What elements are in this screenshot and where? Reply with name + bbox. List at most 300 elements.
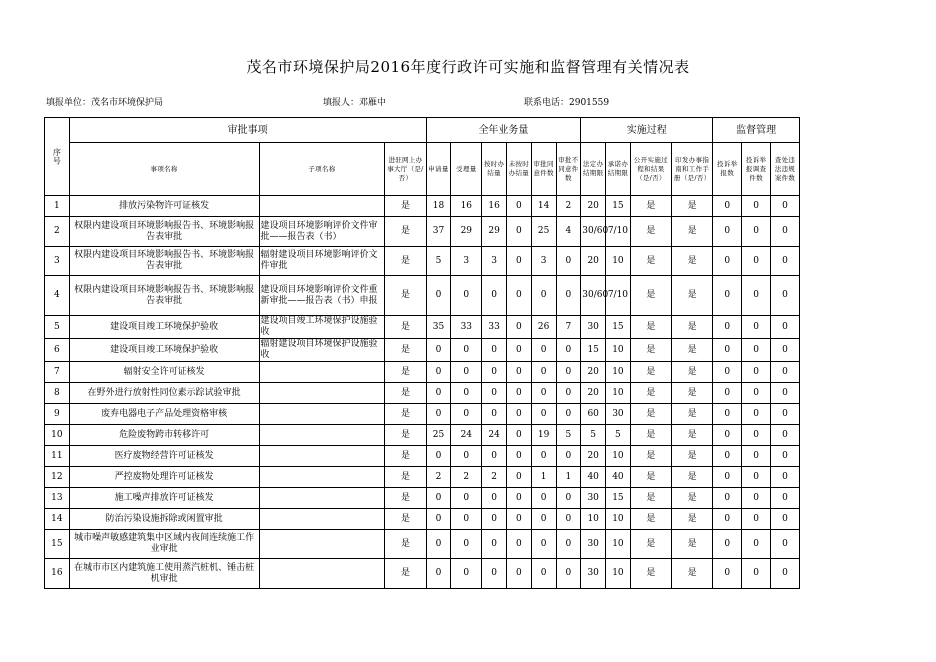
cell-legal-limit: 30/60 xyxy=(581,276,606,316)
cell-guide: 是 xyxy=(672,383,713,404)
cell-rejected: 1 xyxy=(556,467,581,488)
cell-promise-limit: 40 xyxy=(606,467,631,488)
cell-overdue: 0 xyxy=(507,217,532,247)
cell-investigated: 0 xyxy=(742,530,771,559)
cell-rejected: 0 xyxy=(556,362,581,383)
cell-guide: 是 xyxy=(672,530,713,559)
cell-promise-limit: 15 xyxy=(606,488,631,509)
cell-item-name: 严控废物处理许可证核发 xyxy=(69,467,259,488)
cell-hall: 是 xyxy=(385,276,426,316)
cell-legal-limit: 40 xyxy=(581,467,606,488)
cell-item-name: 废弃电器电子产品处理资格审核 xyxy=(69,404,259,425)
cell-overdue: 0 xyxy=(507,425,532,446)
cell-illegal: 0 xyxy=(771,276,800,316)
cell-promise-limit: 5 xyxy=(606,425,631,446)
cell-ontime: 2 xyxy=(482,467,507,488)
cell-item-name: 建设项目竣工环境保护验收 xyxy=(69,316,259,339)
cell-guide: 是 xyxy=(672,217,713,247)
cell-promise-limit: 10 xyxy=(606,446,631,467)
cell-accept: 0 xyxy=(451,276,482,316)
cell-sub-item xyxy=(259,196,385,217)
cell-sub-item xyxy=(259,383,385,404)
cell-public: 是 xyxy=(630,247,671,276)
cell-illegal: 0 xyxy=(771,247,800,276)
cell-rejected: 5 xyxy=(556,425,581,446)
cell-hall: 是 xyxy=(385,559,426,589)
cell-overdue: 0 xyxy=(507,488,532,509)
cell-rejected: 2 xyxy=(556,196,581,217)
cell-promise-limit: 10 xyxy=(606,559,631,589)
cell-hall: 是 xyxy=(385,383,426,404)
cell-sub-item xyxy=(259,362,385,383)
cell-hall: 是 xyxy=(385,196,426,217)
cell-illegal: 0 xyxy=(771,509,800,530)
cell-seq: 6 xyxy=(45,339,70,362)
table-row xyxy=(45,383,800,404)
cell-apply: 37 xyxy=(426,217,451,247)
cell-apply: 0 xyxy=(426,509,451,530)
cell-apply: 0 xyxy=(426,276,451,316)
cell-promise-limit: 10 xyxy=(606,362,631,383)
cell-seq: 3 xyxy=(45,247,70,276)
table-row xyxy=(45,196,800,217)
cell-promise-limit: 10 xyxy=(606,530,631,559)
cell-seq: 1 xyxy=(45,196,70,217)
cell-sub-item xyxy=(259,488,385,509)
cell-investigated: 0 xyxy=(742,217,771,247)
table-row xyxy=(45,530,800,559)
cell-rejected: 0 xyxy=(556,404,581,425)
cell-ontime: 16 xyxy=(482,196,507,217)
cell-complaints: 0 xyxy=(713,446,742,467)
cell-approved: 0 xyxy=(531,559,556,589)
cell-hall: 是 xyxy=(385,509,426,530)
cell-legal-limit: 20 xyxy=(581,446,606,467)
table-row xyxy=(45,339,800,362)
cell-investigated: 0 xyxy=(742,362,771,383)
cell-item-name: 排放污染物许可证核发 xyxy=(69,196,259,217)
cell-sub-item: 辐射建设项目环境保护设施验收 xyxy=(259,339,385,362)
cell-accept: 0 xyxy=(451,362,482,383)
header-apply: 申请量 xyxy=(426,143,451,196)
cell-item-name: 城市噪声敏感建筑集中区域内夜间连续施工作业审批 xyxy=(69,530,259,559)
cell-legal-limit: 10 xyxy=(581,509,606,530)
cell-sub-item xyxy=(259,559,385,589)
cell-complaints: 0 xyxy=(713,217,742,247)
header-hall: 进驻网上办事大厅（是/否） xyxy=(385,143,426,196)
header-item-name: 事项名称 xyxy=(69,143,259,196)
cell-hall: 是 xyxy=(385,362,426,383)
cell-hall: 是 xyxy=(385,316,426,339)
cell-item-name: 危险废物跨市转移许可 xyxy=(69,425,259,446)
cell-complaints: 0 xyxy=(713,196,742,217)
header-complaints: 投诉举报数 xyxy=(713,143,742,196)
cell-overdue: 0 xyxy=(507,362,532,383)
cell-approved: 14 xyxy=(531,196,556,217)
cell-illegal: 0 xyxy=(771,530,800,559)
cell-complaints: 0 xyxy=(713,488,742,509)
cell-investigated: 0 xyxy=(742,316,771,339)
cell-ontime: 24 xyxy=(482,425,507,446)
cell-complaints: 0 xyxy=(713,425,742,446)
cell-rejected: 0 xyxy=(556,276,581,316)
cell-ontime: 33 xyxy=(482,316,507,339)
cell-illegal: 0 xyxy=(771,446,800,467)
cell-overdue: 0 xyxy=(507,509,532,530)
cell-investigated: 0 xyxy=(742,488,771,509)
cell-approved: 0 xyxy=(531,362,556,383)
cell-overdue: 0 xyxy=(507,467,532,488)
table-row xyxy=(45,446,800,467)
header-approval: 审批事项 xyxy=(69,118,426,143)
cell-legal-limit: 20 xyxy=(581,247,606,276)
header-investigated: 投诉举报调查件数 xyxy=(742,143,771,196)
cell-seq: 13 xyxy=(45,488,70,509)
cell-public: 是 xyxy=(630,217,671,247)
table-row xyxy=(45,509,800,530)
cell-seq: 15 xyxy=(45,530,70,559)
cell-promise-limit: 7/10 xyxy=(606,217,631,247)
header-illegal: 查处违法违规案件数 xyxy=(771,143,800,196)
cell-ontime: 0 xyxy=(482,530,507,559)
cell-approved: 0 xyxy=(531,383,556,404)
cell-public: 是 xyxy=(630,559,671,589)
table-row xyxy=(45,276,800,316)
cell-accept: 2 xyxy=(451,467,482,488)
cell-overdue: 0 xyxy=(507,559,532,589)
cell-item-name: 权限内建设项目环境影响报告书、环境影响报告表审批 xyxy=(69,217,259,247)
cell-complaints: 0 xyxy=(713,276,742,316)
cell-public: 是 xyxy=(630,316,671,339)
cell-complaints: 0 xyxy=(713,316,742,339)
cell-guide: 是 xyxy=(672,425,713,446)
cell-apply: 25 xyxy=(426,425,451,446)
cell-rejected: 0 xyxy=(556,530,581,559)
cell-illegal: 0 xyxy=(771,559,800,589)
cell-approved: 0 xyxy=(531,339,556,362)
cell-ontime: 29 xyxy=(482,217,507,247)
cell-legal-limit: 20 xyxy=(581,383,606,404)
cell-public: 是 xyxy=(630,488,671,509)
cell-hall: 是 xyxy=(385,404,426,425)
cell-sub-item: 建设项目竣工环境保护设施验收 xyxy=(259,316,385,339)
cell-investigated: 0 xyxy=(742,276,771,316)
cell-item-name: 辐射安全许可证核发 xyxy=(69,362,259,383)
cell-item-name: 医疗废物经营许可证核发 xyxy=(69,446,259,467)
page-title: 茂名市环境保护局2016年度行政许可实施和监督管理有关情况表 xyxy=(246,58,690,76)
cell-accept: 0 xyxy=(451,383,482,404)
cell-complaints: 0 xyxy=(713,383,742,404)
cell-public: 是 xyxy=(630,467,671,488)
cell-complaints: 0 xyxy=(713,247,742,276)
cell-guide: 是 xyxy=(672,316,713,339)
cell-overdue: 0 xyxy=(507,339,532,362)
cell-sub-item xyxy=(259,446,385,467)
cell-item-name: 施工噪声排放许可证核发 xyxy=(69,488,259,509)
cell-approved: 19 xyxy=(531,425,556,446)
table-row xyxy=(45,404,800,425)
cell-complaints: 0 xyxy=(713,404,742,425)
cell-promise-limit: 30 xyxy=(606,404,631,425)
cell-accept: 0 xyxy=(451,404,482,425)
header-overdue: 未按时办结量 xyxy=(507,143,532,196)
cell-apply: 0 xyxy=(426,446,451,467)
header-workload: 全年业务量 xyxy=(426,118,581,143)
cell-public: 是 xyxy=(630,276,671,316)
header-rejected: 审批不同意件数 xyxy=(556,143,581,196)
cell-promise-limit: 10 xyxy=(606,247,631,276)
cell-sub-item xyxy=(259,509,385,530)
cell-legal-limit: 30/60 xyxy=(581,217,606,247)
cell-legal-limit: 20 xyxy=(581,362,606,383)
cell-seq: 8 xyxy=(45,383,70,404)
cell-guide: 是 xyxy=(672,446,713,467)
cell-promise-limit: 10 xyxy=(606,383,631,404)
cell-hall: 是 xyxy=(385,247,426,276)
cell-seq: 2 xyxy=(45,217,70,247)
cell-seq: 10 xyxy=(45,425,70,446)
cell-public: 是 xyxy=(630,530,671,559)
table-row xyxy=(45,316,800,339)
cell-ontime: 0 xyxy=(482,446,507,467)
cell-seq: 16 xyxy=(45,559,70,589)
cell-promise-limit: 10 xyxy=(606,509,631,530)
cell-complaints: 0 xyxy=(713,362,742,383)
cell-illegal: 0 xyxy=(771,488,800,509)
table-row xyxy=(45,467,800,488)
cell-ontime: 0 xyxy=(482,276,507,316)
cell-sub-item xyxy=(259,530,385,559)
cell-investigated: 0 xyxy=(742,559,771,589)
cell-illegal: 0 xyxy=(771,316,800,339)
cell-item-name: 权限内建设项目环境影响报告书、环境影响报告表审批 xyxy=(69,247,259,276)
cell-item-name: 权限内建设项目环境影响报告书、环境影响报告表审批 xyxy=(69,276,259,316)
cell-overdue: 0 xyxy=(507,247,532,276)
cell-rejected: 0 xyxy=(556,509,581,530)
cell-promise-limit: 10 xyxy=(606,339,631,362)
cell-seq: 11 xyxy=(45,446,70,467)
cell-approved: 0 xyxy=(531,404,556,425)
cell-rejected: 4 xyxy=(556,217,581,247)
cell-apply: 5 xyxy=(426,247,451,276)
cell-legal-limit: 30 xyxy=(581,316,606,339)
cell-legal-limit: 15 xyxy=(581,339,606,362)
header-supervision: 监督管理 xyxy=(713,118,800,143)
cell-rejected: 0 xyxy=(556,446,581,467)
cell-accept: 29 xyxy=(451,217,482,247)
cell-item-name: 在城市市区内建筑施工使用蒸汽桩机、锤击桩机审批 xyxy=(69,559,259,589)
cell-promise-limit: 15 xyxy=(606,196,631,217)
header-guide: 印发办事指南和工作手册（是/否） xyxy=(672,143,713,196)
cell-illegal: 0 xyxy=(771,339,800,362)
cell-seq: 12 xyxy=(45,467,70,488)
cell-sub-item: 建设项目环境影响评价文件审批——报告表（书） xyxy=(259,217,385,247)
cell-seq: 9 xyxy=(45,404,70,425)
cell-illegal: 0 xyxy=(771,196,800,217)
cell-legal-limit: 20 xyxy=(581,196,606,217)
cell-approved: 3 xyxy=(531,247,556,276)
cell-guide: 是 xyxy=(672,362,713,383)
cell-ontime: 0 xyxy=(482,404,507,425)
cell-apply: 0 xyxy=(426,530,451,559)
cell-accept: 0 xyxy=(451,509,482,530)
cell-overdue: 0 xyxy=(507,404,532,425)
cell-rejected: 0 xyxy=(556,247,581,276)
cell-rejected: 0 xyxy=(556,488,581,509)
header-approved: 审批同意件数 xyxy=(531,143,556,196)
cell-accept: 0 xyxy=(451,446,482,467)
cell-illegal: 0 xyxy=(771,425,800,446)
table-row xyxy=(45,488,800,509)
cell-ontime: 0 xyxy=(482,509,507,530)
header-legal-limit: 法定办结期限 xyxy=(581,143,606,196)
cell-apply: 0 xyxy=(426,404,451,425)
table-row xyxy=(45,559,800,589)
cell-guide: 是 xyxy=(672,339,713,362)
cell-accept: 24 xyxy=(451,425,482,446)
cell-accept: 33 xyxy=(451,316,482,339)
cell-hall: 是 xyxy=(385,530,426,559)
cell-sub-item: 建设项目环境影响评价文件重新审批——报告表（书）申报 xyxy=(259,276,385,316)
cell-accept: 0 xyxy=(451,488,482,509)
fill-unit: 填报单位：茂名市环境保护局 xyxy=(46,98,164,108)
table-row xyxy=(45,425,800,446)
cell-promise-limit: 7/10 xyxy=(606,276,631,316)
cell-approved: 0 xyxy=(531,530,556,559)
cell-public: 是 xyxy=(630,339,671,362)
cell-seq: 4 xyxy=(45,276,70,316)
cell-ontime: 0 xyxy=(482,559,507,589)
cell-apply: 35 xyxy=(426,316,451,339)
cell-item-name: 在野外进行放射性同位素示踪试验审批 xyxy=(69,383,259,404)
cell-approved: 1 xyxy=(531,467,556,488)
header-accept: 受理量 xyxy=(451,143,482,196)
cell-complaints: 0 xyxy=(713,339,742,362)
cell-hall: 是 xyxy=(385,467,426,488)
cell-accept: 3 xyxy=(451,247,482,276)
cell-public: 是 xyxy=(630,196,671,217)
cell-investigated: 0 xyxy=(742,467,771,488)
cell-rejected: 7 xyxy=(556,316,581,339)
cell-complaints: 0 xyxy=(713,559,742,589)
cell-guide: 是 xyxy=(672,276,713,316)
cell-sub-item: 辐射建设项目环境影响评价文件审批 xyxy=(259,247,385,276)
cell-guide: 是 xyxy=(672,559,713,589)
cell-hall: 是 xyxy=(385,217,426,247)
cell-seq: 5 xyxy=(45,316,70,339)
cell-legal-limit: 30 xyxy=(581,559,606,589)
cell-public: 是 xyxy=(630,404,671,425)
cell-guide: 是 xyxy=(672,509,713,530)
cell-promise-limit: 15 xyxy=(606,316,631,339)
cell-investigated: 0 xyxy=(742,196,771,217)
cell-legal-limit: 30 xyxy=(581,488,606,509)
cell-seq: 14 xyxy=(45,509,70,530)
header-public: 公开实施过程和结果（是/否） xyxy=(630,143,671,196)
cell-accept: 0 xyxy=(451,559,482,589)
cell-public: 是 xyxy=(630,509,671,530)
cell-apply: 0 xyxy=(426,362,451,383)
cell-complaints: 0 xyxy=(713,467,742,488)
cell-rejected: 0 xyxy=(556,339,581,362)
cell-apply: 0 xyxy=(426,383,451,404)
cell-apply: 2 xyxy=(426,467,451,488)
cell-overdue: 0 xyxy=(507,383,532,404)
cell-guide: 是 xyxy=(672,196,713,217)
cell-investigated: 0 xyxy=(742,247,771,276)
cell-legal-limit: 60 xyxy=(581,404,606,425)
table-row xyxy=(45,217,800,247)
cell-legal-limit: 5 xyxy=(581,425,606,446)
cell-apply: 0 xyxy=(426,559,451,589)
header-seq: 序号 xyxy=(45,118,70,196)
cell-public: 是 xyxy=(630,362,671,383)
cell-overdue: 0 xyxy=(507,446,532,467)
cell-investigated: 0 xyxy=(742,446,771,467)
cell-ontime: 0 xyxy=(482,488,507,509)
cell-approved: 26 xyxy=(531,316,556,339)
cell-hall: 是 xyxy=(385,446,426,467)
cell-ontime: 0 xyxy=(482,339,507,362)
cell-investigated: 0 xyxy=(742,509,771,530)
cell-ontime: 0 xyxy=(482,362,507,383)
cell-public: 是 xyxy=(630,425,671,446)
cell-item-name: 建设项目竣工环境保护验收 xyxy=(69,339,259,362)
cell-apply: 0 xyxy=(426,339,451,362)
cell-overdue: 0 xyxy=(507,276,532,316)
cell-guide: 是 xyxy=(672,488,713,509)
cell-illegal: 0 xyxy=(771,362,800,383)
cell-illegal: 0 xyxy=(771,404,800,425)
cell-overdue: 0 xyxy=(507,530,532,559)
cell-approved: 25 xyxy=(531,217,556,247)
header-ontime: 按时办结量 xyxy=(482,143,507,196)
cell-rejected: 0 xyxy=(556,559,581,589)
cell-item-name: 防治污染设施拆除或闲置审批 xyxy=(69,509,259,530)
cell-approved: 0 xyxy=(531,509,556,530)
cell-public: 是 xyxy=(630,383,671,404)
cell-accept: 0 xyxy=(451,530,482,559)
cell-guide: 是 xyxy=(672,247,713,276)
cell-investigated: 0 xyxy=(742,383,771,404)
cell-apply: 18 xyxy=(426,196,451,217)
cell-approved: 0 xyxy=(531,488,556,509)
cell-illegal: 0 xyxy=(771,467,800,488)
cell-accept: 0 xyxy=(451,339,482,362)
cell-rejected: 0 xyxy=(556,383,581,404)
cell-sub-item xyxy=(259,425,385,446)
cell-complaints: 0 xyxy=(713,530,742,559)
cell-accept: 16 xyxy=(451,196,482,217)
cell-legal-limit: 30 xyxy=(581,530,606,559)
cell-ontime: 3 xyxy=(482,247,507,276)
cell-investigated: 0 xyxy=(742,404,771,425)
cell-approved: 0 xyxy=(531,276,556,316)
cell-ontime: 0 xyxy=(482,383,507,404)
cell-seq: 7 xyxy=(45,362,70,383)
cell-investigated: 0 xyxy=(742,425,771,446)
permit-table xyxy=(44,117,800,589)
cell-investigated: 0 xyxy=(742,339,771,362)
cell-guide: 是 xyxy=(672,467,713,488)
header-promise-limit: 承诺办结期限 xyxy=(606,143,631,196)
cell-guide: 是 xyxy=(672,404,713,425)
cell-hall: 是 xyxy=(385,488,426,509)
cell-sub-item xyxy=(259,467,385,488)
cell-hall: 是 xyxy=(385,425,426,446)
contact-phone: 联系电话：2901559 xyxy=(524,98,610,108)
cell-public: 是 xyxy=(630,446,671,467)
